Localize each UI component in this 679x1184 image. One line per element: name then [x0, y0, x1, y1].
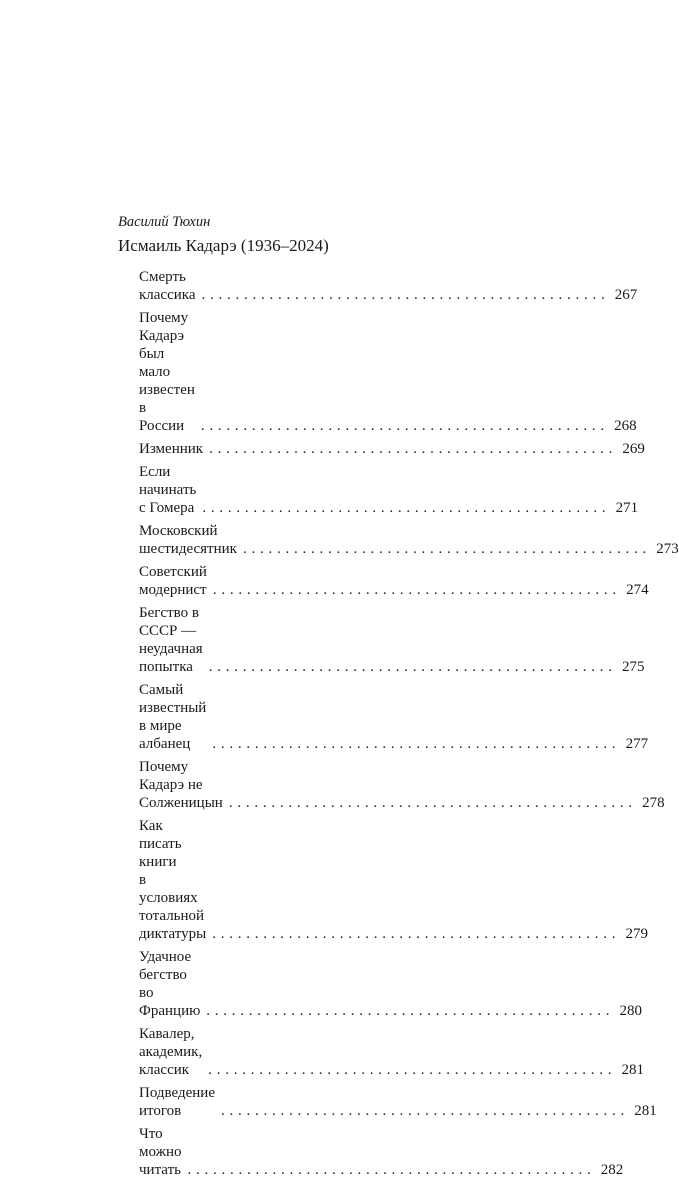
- toc-entry-title: Самый известный в мире албанец: [139, 682, 207, 752]
- toc-entry-title: Удачное бегство во Францию: [139, 949, 201, 1019]
- toc-page-number: 275: [621, 659, 645, 675]
- toc-page-number: 277: [625, 736, 649, 752]
- dot-leader: [208, 1061, 612, 1079]
- dot-leader: [221, 1102, 625, 1120]
- toc-page-number: 271: [615, 500, 639, 516]
- dot-leader: [229, 794, 633, 812]
- toc-page-number: 281: [621, 1062, 644, 1078]
- toc-entry[interactable]: [139, 948, 643, 1020]
- dot-leader: [212, 735, 616, 753]
- toc-entry-title: Московский шестидесятник: [139, 523, 237, 557]
- toc-entry-title: Почему Кадарэ не Солженицын: [139, 759, 223, 811]
- toc-entry[interactable]: [139, 522, 679, 558]
- toc-entry[interactable]: [139, 1084, 657, 1120]
- dot-leader: [201, 417, 605, 435]
- toc-entry[interactable]: [139, 758, 665, 812]
- dot-leader: [206, 1002, 610, 1020]
- toc-entry[interactable]: [139, 604, 645, 676]
- toc-entry[interactable]: [139, 440, 645, 458]
- toc-entry-title: Кавалер, академик, классик: [139, 1026, 203, 1078]
- toc-entry-title: Смерть классика: [139, 269, 196, 303]
- toc-entry[interactable]: [139, 268, 638, 304]
- dot-leader: [213, 581, 617, 599]
- toc-entry-title-continued: в условиях тотальной диктатуры: [139, 872, 207, 942]
- toc-entry[interactable]: [139, 563, 649, 599]
- toc-page-number: 268: [614, 418, 637, 434]
- toc-entry[interactable]: [139, 1025, 644, 1079]
- toc-entry[interactable]: [139, 309, 637, 435]
- dot-leader: [209, 440, 613, 458]
- toc-page-number: 267: [614, 287, 638, 303]
- toc-page-number: 280: [619, 1003, 643, 1019]
- dot-leader: [209, 658, 613, 676]
- dot-leader: [212, 925, 616, 943]
- toc-entry[interactable]: [139, 681, 649, 753]
- dot-leader: [243, 540, 647, 558]
- toc-entry-title: Советский модернист: [139, 564, 207, 598]
- table-of-contents: [139, 268, 679, 1184]
- dot-leader: [188, 1161, 592, 1179]
- toc-entry[interactable]: [139, 463, 639, 517]
- toc-page-number: 282: [600, 1162, 624, 1178]
- toc-page-number: 269: [622, 441, 645, 457]
- toc-page-number: 274: [626, 582, 649, 598]
- toc-entry-title: Почему Кадарэ: [139, 310, 189, 344]
- dot-leader: [202, 286, 606, 304]
- toc-entry[interactable]: [139, 817, 648, 943]
- toc-entry-title: Как писать книги: [139, 818, 182, 870]
- toc-page-number: 278: [642, 795, 665, 811]
- dot-leader: [202, 499, 606, 517]
- toc-entry-title: Подведение итогов: [139, 1085, 215, 1119]
- toc-entry-title-continued: был мало известен в России: [139, 346, 195, 434]
- toc-page-number: 273: [656, 541, 679, 557]
- author-name: Василий Тюхин: [118, 214, 211, 230]
- toc-entry-title: Что можно читать: [139, 1126, 182, 1178]
- toc-entry-title: Изменник: [139, 441, 204, 457]
- section-title: Исмаиль Кадарэ (1936–2024): [118, 236, 329, 255]
- toc-page-number: 281: [634, 1103, 657, 1119]
- toc-entry-title: Бегство в СССР — неудачная попытка: [139, 605, 203, 675]
- toc-entry-title: Если начинать с Гомера: [139, 464, 197, 516]
- toc-page-number: 279: [625, 926, 648, 942]
- toc-entry[interactable]: [139, 1125, 624, 1179]
